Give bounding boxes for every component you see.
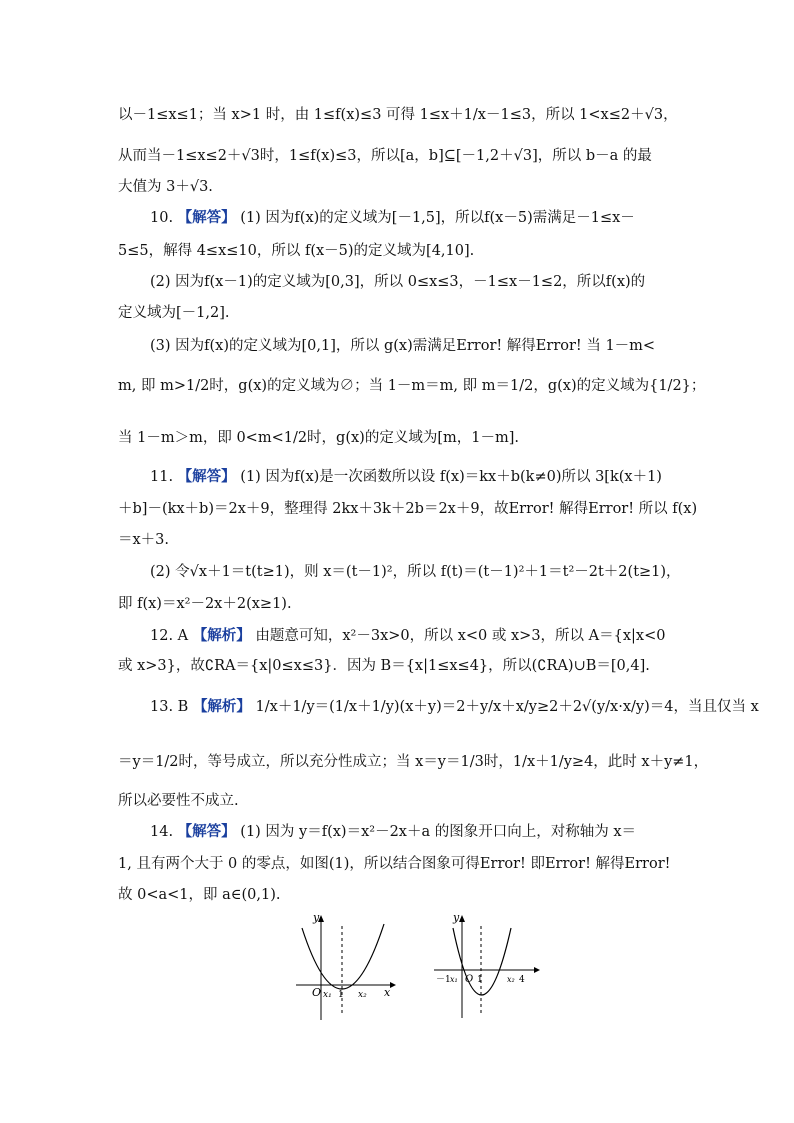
parabola-curve xyxy=(302,924,384,989)
x2-label: x₂ xyxy=(358,990,367,1000)
text-line: 所以必要性不成立. xyxy=(118,793,239,809)
answer-tag: 【解答】 xyxy=(177,468,236,485)
x-label: x xyxy=(384,986,391,999)
solution-12-header: 12. A 【解析】 由题意可知，x²－3x>0，所以 x<0 或 x>3，所以 A＝{x|x<0 xyxy=(150,627,666,644)
text-line: ＋b]－(kx＋b)＝2x＋9，整理得 2kx＋3k＋2b＝2x＋9，故Error! 解得Error! 所以 f(x) xyxy=(118,501,698,517)
answer-tag: 【解答】 xyxy=(177,823,236,840)
neg-one-label: －1 xyxy=(436,975,451,985)
one-label: 1 xyxy=(338,990,344,1000)
solution-14-header: 14. 【解答】 (1) 因为 y＝f(x)＝x²－2x＋a 的图象开口向上，对称轴为 x＝ xyxy=(150,823,637,840)
four-label: 4 xyxy=(519,975,525,985)
solution-11-header: 11. 【解答】 (1) 因为f(x)是一次函数所以设 f(x)＝kx＋b(k≠0)所以 3[k(x＋1) xyxy=(150,468,662,485)
text-line: 1, 且有两个大于 0 的零点，如图(1)，所以结合图象可得Error! 即Error! 解得Error! xyxy=(118,856,671,872)
text-line: 当 1－m＞m，即 0<m<1/2时，g(x)的定义域为[m，1－m]. xyxy=(118,430,519,446)
text-line: 定义域为[－1,2]. xyxy=(118,305,230,321)
x2-label: x₂ xyxy=(507,975,515,984)
x1-label: x₁ xyxy=(450,975,458,984)
y-label: y xyxy=(313,912,320,924)
text-line: (2) 令√x＋1＝t(t≥1)，则 x＝(t－1)²，所以 f(t)＝(t－1)²＋1＝t²－2t＋2(t≥1)， xyxy=(150,564,681,580)
solution-13-header: 13. B 【解析】 1/x＋1/y＝(1/x＋1/y)(x＋y)＝2＋y/x＋x/y≥2＋2√(y/x·x/y)＝4，当且仅当 x xyxy=(150,698,759,715)
text-line: m, 即 m>1/2时，g(x)的定义域为∅；当 1－m＝m, 即 m＝1/2，g(x)的定义域为{1/2}； xyxy=(118,378,706,394)
text-line: 以－1≤x≤1；当 x>1 时，由 1≤f(x)≤3 可得 1≤x＋1/x－1≤3，所以 1<x≤2＋√3， xyxy=(118,107,678,123)
solution-10-header: 10. 【解答】 (1) 因为f(x)的定义域为[－1,5]，所以f(x－5)需满足－1≤x－ xyxy=(150,209,635,226)
text-line: ＝y＝1/2时，等号成立，所以充分性成立；当 x＝y＝1/3时，1/x＋1/y≥4，此时 x＋y≠1， xyxy=(118,754,709,770)
x-axis-arrow xyxy=(390,982,396,988)
text-line: 即 f(x)＝x²－2x＋2(x≥1). xyxy=(118,596,292,612)
one-label: 1 xyxy=(477,975,483,985)
text-line: 5≤5，解得 4≤x≤10，所以 f(x－5)的定义域为[4,10]. xyxy=(118,243,475,259)
origin-label: O xyxy=(465,974,474,985)
text-line: 或 x>3}，故∁RA＝{x|0≤x≤3}．因为 B＝{x|1≤x≤4}，所以(∁RA)∪B＝[0,4]. xyxy=(118,658,650,674)
x1-label: x₁ xyxy=(323,990,332,1000)
text-line: ＝x＋3. xyxy=(118,532,170,548)
analysis-tag: 【解析】 xyxy=(192,698,251,715)
parabola-figure-2 xyxy=(432,912,542,1022)
text-line: (2) 因为f(x－1)的定义域为[0,3]，所以 0≤x≤3，－1≤x－1≤2，所以f(x)的 xyxy=(150,274,646,290)
x-axis-arrow xyxy=(534,967,540,973)
y-label: y xyxy=(453,912,460,924)
y-axis-arrow xyxy=(459,915,465,922)
text-line: (3) 因为f(x)的定义域为[0,1]，所以 g(x)需满足Error! 解得Error! 当 1－m< xyxy=(150,338,656,354)
answer-tag: 【解答】 xyxy=(177,209,236,226)
text-line: 故 0<a<1，即 a∈(0,1). xyxy=(118,887,281,903)
parabola-figure-1 xyxy=(292,912,400,1022)
analysis-tag: 【解析】 xyxy=(192,627,251,644)
text-line: 从而当－1≤x≤2＋√3时，1≤f(x)≤3，所以[a，b]⊆[－1,2＋√3]，所以 b－a 的最 xyxy=(118,148,652,164)
origin-label: O xyxy=(312,986,322,999)
text-line: 大值为 3＋√3. xyxy=(118,179,213,195)
